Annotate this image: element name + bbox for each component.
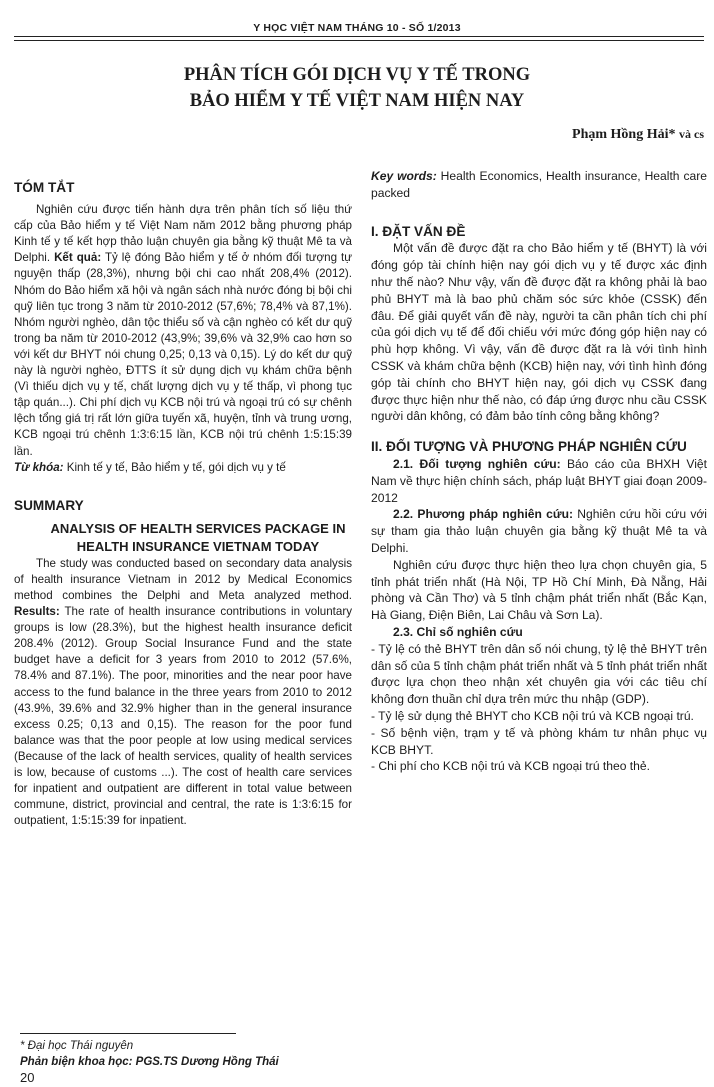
- keywords-vi: Kinh tế y tế, Bảo hiểm y tế, gói dịch vụ y tế: [66, 460, 286, 474]
- bullet-item: - Tỷ lệ sử dụng thẻ BHYT cho KCB nội trú và KCB ngoại trú.: [371, 708, 694, 723]
- summary-paragraph: [14, 556, 352, 830]
- keywords-label-en: Key words:: [371, 169, 437, 183]
- bullet-item: - Chi phí cho KCB nội trú và KCB ngoại trú theo thẻ.: [371, 759, 650, 774]
- keywords-label-vi: Từ khóa:: [14, 460, 64, 474]
- summary-intro: The study was conducted based on secondary data analysis of health insurance Vietnam in 2012 by Medical Economics method combines the Delphi and Meta analyzed method.: [14, 556, 352, 602]
- subsection-2-2-label: 2.2. Phương pháp nghiên cứu:: [393, 507, 574, 522]
- running-head: Y HỌC VIỆT NAM THÁNG 10 - SỐ 1/2013: [253, 22, 461, 34]
- abstract-intro: Nghiên cứu được tiến hành dựa trên phân tích số liệu thứ cấp của Bảo hiểm y tế Việt Nam năm 2012 bằng phương pháp Kinh tế y tế kết hợp thảo luận chuyên gia bằng kỹ thuật Mê ta và Delphi.: [14, 203, 352, 265]
- left-column: [14, 180, 352, 829]
- summary-title: ANALYSIS OF HEALTH SERVICES PACKAGE IN HEALTH INSURANCE VIETNAM TODAY: [50, 520, 346, 554]
- section-2-heading: II. ĐỐI TƯỢNG VÀ PHƯƠNG PHÁP NGHIÊN CỨU: [371, 439, 687, 455]
- summary-results-label: Results:: [14, 605, 60, 619]
- subsection-2-2: [371, 506, 707, 556]
- header-rule-bottom: [14, 40, 704, 41]
- abstract-paragraph: [14, 202, 352, 460]
- summary-results: The rate of health insurance contributions in voluntary groups is low (28.3%), but the highest health insurance deficit 208.4% (2012). Group Social Insurance Fund and the state budget have a deficit for 3 years from 2010 to 2012 (57.6%, 78.4% and 87.1%). The poor, minorities and the near poor have access to the fund balance in the three years from 2010 to 2012 (43.9%, 39.6% and 32.9% higher than in the general insurance excess 0.25; 0,13 and 0,15). The reason for the poor fund balance was that the poor people at low using medical services (Because of the lack of health services, quality of health services is low, because of customs ...). The cost of health care services for inpatient and outpatient are different in total value between commune, district, provincial and central, the rate is 1:3:6:15 for outpatient, 1:5:15:39 for inpatient.: [14, 605, 352, 828]
- footnote-reviewer: Phản biện khoa học: PGS.TS Dương Hồng Thái: [20, 1056, 279, 1068]
- subsection-2-1: [371, 456, 707, 506]
- subsection-2-3-heading: 2.3. Chỉ số nghiên cứu: [393, 624, 523, 639]
- author-line: [572, 127, 704, 143]
- subsection-2-1-label: 2.1. Đối tượng nghiên cứu:: [393, 456, 561, 471]
- subsection-2-2-paragraph: Nghiên cứu được thực hiện theo lựa chọn chuyên gia, 5 tỉnh phát triển nhất (Hà Nội, TP Hồ Chí Minh, Đà Nẵng, Hải phòng và Cần Thơ) và 5 tỉnh chậm phát triển nhất (Bắc Kạn, Hà Giang, Điện Biên, Lai Châu và Sơn La).: [371, 557, 707, 623]
- right-column: [371, 168, 707, 775]
- section-1-heading: I. ĐẶT VẤN ĐỀ: [371, 223, 466, 239]
- page-number: 20: [20, 1070, 35, 1085]
- bullet-item: - Tỷ lệ có thẻ BHYT trên dân số nói chung, tỷ lệ thẻ BHYT trên dân số của 5 tỉnh chậm phát triển nhất và 5 tỉnh phát triển nhất được lựa chọn theo nhận xét chuyên gia với các tiêu chí không đơn thuần chỉ dựa trên mức thu nhập (GDP).: [371, 641, 707, 707]
- section-1-paragraph: Một vấn đề được đặt ra cho Bảo hiểm y tế (BHYT) là với đóng góp tài chính hiện nay gói dịch vụ y tế được xác định như thế nào? Như vậy, vấn đề được đặt ra không phải là bao phủ BHYT mà là bao phủ chăm sóc sức khỏe (CSSK) đến đâu. Để giải quyết vấn đề này, người ta cần phân tích chi phí của gói dịch vụ tế để đối chiếu với mức đóng góp hiện nay có phù hợp không. Vì vậy, vấn đề được đặt ra là với tình hình CSSK và khám chữa bệnh (KCB) hiện nay, với tình hình đóng góp tài chính cho BHYT hiện nay, gói dịch vụ CSSK đang được thực hiện như thế nào, có đáp ứng được nhu cầu CSSK người dân không, có đảm bảo tính công bằng không?: [371, 241, 707, 424]
- footnote-affiliation: * Đại học Thái nguyên: [20, 1040, 134, 1052]
- title-line-2: BẢO HIỂM Y TẾ VIỆT NAM HIỆN NAY: [189, 91, 525, 111]
- abstract-keywords: [14, 460, 352, 476]
- abstract-results-label: Kết quả:: [54, 251, 102, 265]
- abstract-heading: TÓM TẮT: [14, 180, 75, 195]
- article-title: [0, 62, 714, 114]
- author-suffix: và cs: [679, 127, 704, 141]
- keywords-en: Health Economics, Health insurance, Health care packed: [371, 169, 707, 200]
- abstract-results: Tỷ lệ đóng Bảo hiểm y tế ở nhóm đối tượng tự nguyện thấp (28,3%), nhưng bội chi cao nhất 208,4% (2012). Nhóm do Bảo hiểm xã hội và ngân sách nhà nước đóng bị bội chi quỹ liên tục trong 3 năm từ 2010-2012 (57,6%; 78,4% và 87,1%). Nhóm người nghèo, dân tộc thiểu số và cận nghèo có kết dư quỹ trong ba năm từ 2010-2012 (43,9%; 39,6% và 32,9% cao hơn so với kết dư BHYT nói chung 0,25; 0,13 và 0,15). Lý do kết dư quỹ này là người nghèo, ĐTTS ít sử dụng dịch vụ khám chữa bệnh (Vì thiếu dịch vụ y tế, chất lượng dịch vụ y tế thấp, vì phong tục tập quán...). Chi phí dịch vụ KCB nội trú và ngoại trú có sự chênh lệch tổng giá trị rất lớn giữa tuyến xã, huyện, tỉnh và trung ương, KCB ngoại trú chênh 1:3:6:15 lần, KCB nội trú chênh 1:5:15:39 lần.: [14, 251, 353, 458]
- bullet-item: - Số bệnh viện, trạm y tế và phòng khám tư nhân phục vụ KCB BHYT.: [371, 725, 707, 757]
- footnote-rule: [20, 1033, 236, 1034]
- english-keywords: [371, 168, 707, 202]
- title-line-1: PHÂN TÍCH GÓI DỊCH VỤ Y TẾ TRONG: [183, 65, 531, 85]
- subsection-2-2-text: Nghiên cứu hồi cứu với sự tham gia thảo luận chuyên gia bằng kỹ thuật Mê ta và Delphi.: [371, 507, 707, 555]
- summary-heading: SUMMARY: [14, 497, 84, 513]
- author-name: Phạm Hồng Hải*: [572, 127, 676, 142]
- subsection-2-1-text: Báo cáo của BHXH Việt Nam về thực hiện chính sách, pháp luật BHYT giai đoạn 2009-2012: [371, 456, 707, 505]
- header-rule-top: [14, 36, 704, 37]
